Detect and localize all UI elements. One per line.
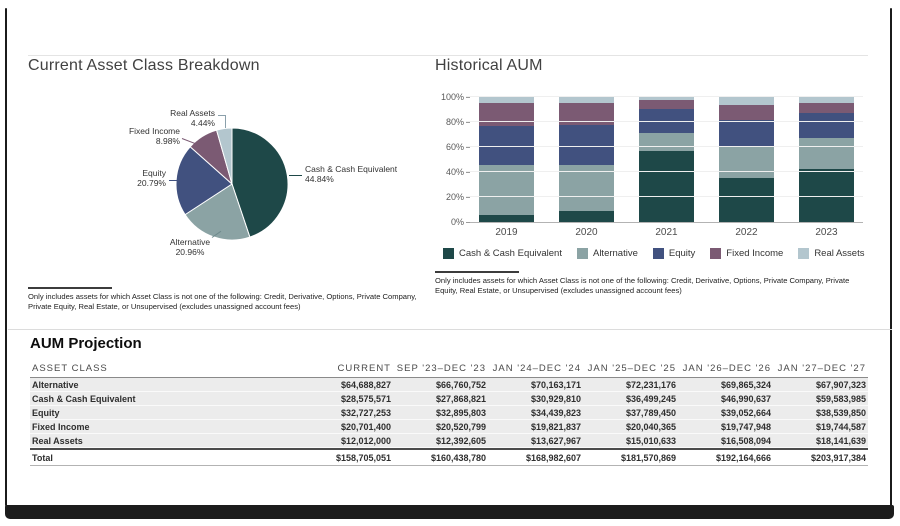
table-cell: $12,392,605	[435, 435, 486, 446]
legend-item-fixed-income	[710, 248, 783, 259]
table-cell: CURRENT	[337, 363, 391, 374]
table-total-row	[30, 448, 868, 466]
table-row	[30, 378, 868, 392]
bar-segment-alternative	[479, 165, 534, 215]
stacked-bar-2020	[559, 97, 614, 222]
legend-swatch	[443, 248, 454, 259]
legend-swatch	[710, 248, 721, 259]
pie-callout-line	[169, 180, 179, 181]
x-axis-label: 2021	[655, 227, 678, 238]
pie-footnote: Only includes assets for which Asset Class is not one of the following: Credit, Derivative, Options, Private Company, Private Equity, Real Estate, or Unsupervised (excludes unassigned account fees)	[28, 292, 417, 311]
y-tick-label: 20%	[445, 192, 464, 202]
table-row	[30, 434, 868, 448]
pie-label-name: Cash & Cash Equivalent	[305, 164, 398, 174]
hist-section-title: Historical AUM	[435, 57, 543, 74]
pie-callout-line	[289, 175, 302, 176]
bar-segment-fixed-income	[479, 103, 534, 126]
legend-label: Alternative	[592, 248, 638, 259]
section-divider	[8, 329, 892, 330]
pie-label-pct: 4.44%	[190, 117, 215, 128]
table-row	[30, 406, 868, 420]
bar-segment-alternative	[639, 133, 694, 151]
table-cell: $19,747,948	[720, 421, 771, 432]
pie-label-name: Real Assets	[170, 108, 215, 118]
table-cell: $20,701,400	[340, 421, 391, 432]
y-tick-label: 40%	[445, 167, 464, 177]
table-cell: $12,012,000	[340, 435, 391, 446]
table-cell: $69,865,324	[720, 379, 771, 390]
pie-callout-line	[218, 115, 226, 128]
bar-segment-equity	[559, 125, 614, 166]
x-axis-label: 2019	[495, 227, 518, 238]
table-cell: $30,929,810	[530, 393, 581, 404]
stacked-bar-2021	[639, 97, 694, 222]
table-cell: $34,439,823	[530, 407, 581, 418]
legend-label: Real Assets	[814, 248, 865, 259]
table-cell: $160,438,780	[430, 452, 486, 463]
gridline-60	[466, 146, 863, 147]
table-cell: $66,760,752	[435, 379, 486, 390]
table-cell: $15,010,633	[625, 435, 676, 446]
page-edge-left	[5, 8, 7, 506]
page-edge-bottom	[5, 505, 894, 519]
legend-label: Fixed Income	[726, 248, 784, 259]
table-cell: $38,539,850	[815, 407, 866, 418]
legend-swatch	[653, 248, 664, 259]
pie-label-name: Equity	[142, 168, 166, 178]
table-cell: $19,744,587	[815, 421, 866, 432]
y-tick-mark	[466, 222, 470, 223]
bar-segment-cash-cash-equivalent	[639, 151, 694, 222]
table-cell: $192,164,666	[715, 452, 771, 463]
y-tick-mark	[466, 97, 470, 98]
stacked-bar-2019	[479, 97, 534, 222]
table-cell: $59,583,985	[815, 393, 866, 404]
table-cell: $37,789,450	[625, 407, 676, 418]
table-cell: Fixed Income	[32, 421, 90, 432]
legend-label: Equity	[668, 248, 696, 259]
gridline-20	[466, 196, 863, 197]
bar-segment-cash-cash-equivalent	[719, 178, 774, 222]
table-cell: ASSET CLASS	[32, 363, 108, 374]
pie-label-alternative	[145, 238, 235, 257]
stacked-bar-2023	[799, 97, 854, 222]
table-cell: $19,821,837	[530, 421, 581, 432]
table-row	[30, 420, 868, 434]
table-cell: Alternative	[32, 379, 79, 390]
legend-item-cash-cash-equivalent	[443, 248, 562, 259]
header-divider	[28, 55, 868, 56]
historical-aum-chart	[440, 92, 863, 227]
table-cell: $168,982,607	[525, 452, 581, 463]
page-edge-right	[890, 8, 892, 506]
stacked-bar-2022	[719, 97, 774, 222]
legend-item-real-assets	[798, 248, 864, 259]
table-cell: $67,907,323	[815, 379, 866, 390]
bar-segment-alternative	[799, 138, 854, 169]
x-axis-label: 2022	[735, 227, 758, 238]
hist-footnote: Only includes assets for which Asset Class is not one of the following: Credit, Derivative, Options, Private Company, Private Equity, Real Estate, or Unsupervised (excludes unassigned account fees)	[435, 276, 850, 295]
table-cell: $16,508,094	[720, 435, 771, 446]
x-axis-label: 2023	[815, 227, 838, 238]
table-cell: $18,141,639	[815, 435, 866, 446]
table-cell: Equity	[32, 407, 60, 418]
table-cell: $20,520,799	[435, 421, 486, 432]
bar-segment-cash-cash-equivalent	[479, 215, 534, 223]
table-cell: $64,688,827	[340, 379, 391, 390]
bar-segment-alternative	[719, 146, 774, 179]
y-tick-label: 80%	[445, 117, 464, 127]
table-cell: $158,705,051	[335, 452, 391, 463]
pie-label-pct: 20.96%	[175, 246, 205, 257]
pie-label-equity	[100, 169, 166, 188]
pie-label-name: Alternative	[169, 237, 211, 247]
projection-title: AUM Projection	[30, 335, 142, 352]
footnote-divider	[28, 287, 112, 289]
legend-item-equity	[653, 248, 695, 259]
table-cell: Total	[32, 452, 53, 463]
table-row	[30, 392, 868, 406]
table-cell: $46,990,637	[720, 393, 771, 404]
y-tick-mark	[466, 172, 470, 173]
bar-segment-fixed-income	[639, 100, 694, 109]
gridline-0	[466, 222, 863, 223]
table-cell: $39,052,664	[720, 407, 771, 418]
table-cell: $32,895,803	[435, 407, 486, 418]
table-cell: $32,727,253	[340, 407, 391, 418]
bar-segment-real-assets	[719, 97, 774, 105]
pie-label-pct: 8.98%	[155, 135, 180, 146]
legend-label: Cash & Cash Equivalent	[459, 248, 562, 259]
y-tick-label: 60%	[445, 142, 464, 152]
table-cell: $203,917,384	[810, 452, 866, 463]
pie-label-cash	[305, 165, 435, 184]
table-cell: JAN '24–DEC '24	[492, 363, 581, 374]
x-axis-labels	[470, 227, 863, 238]
bar-segment-fixed-income	[719, 105, 774, 120]
table-cell: $27,868,821	[435, 393, 486, 404]
y-tick-mark	[466, 147, 470, 148]
y-tick-label: 100%	[440, 92, 464, 102]
table-cell: Cash & Cash Equivalent	[32, 393, 136, 404]
x-axis-label: 2020	[575, 227, 598, 238]
bar-segment-equity	[799, 113, 854, 138]
pie-label-name: Fixed Income	[128, 126, 180, 136]
table-cell: JAN '25–DEC '25	[587, 363, 676, 374]
table-cell: $13,627,967	[530, 435, 581, 446]
table-cell: $70,163,171	[530, 379, 581, 390]
gridline-100	[466, 96, 863, 97]
y-tick-label: 0%	[450, 217, 464, 227]
table-header-row	[30, 360, 868, 378]
pie-label-pct: 20.79%	[137, 177, 166, 188]
aum-projection-table	[30, 360, 868, 466]
legend-swatch	[798, 248, 809, 259]
pie-section-title: Current Asset Class Breakdown	[28, 57, 260, 74]
pie-label-pct: 44.84%	[305, 173, 334, 184]
table-cell: JAN '27–DEC '27	[777, 363, 866, 374]
bar-segment-equity	[719, 120, 774, 146]
bar-group	[470, 97, 863, 222]
table-cell: $20,040,365	[625, 421, 676, 432]
chart-legend	[443, 248, 864, 259]
table-cell: $72,231,176	[625, 379, 676, 390]
table-cell: $36,499,245	[625, 393, 676, 404]
legend-swatch	[577, 248, 588, 259]
table-cell: $28,575,571	[340, 393, 391, 404]
legend-item-alternative	[577, 248, 638, 259]
footnote-divider	[435, 271, 519, 273]
pie-label-fixed-income	[95, 127, 180, 146]
bar-segment-cash-cash-equivalent	[559, 211, 614, 222]
y-tick-mark	[466, 122, 470, 123]
table-cell: Real Assets	[32, 435, 83, 446]
table-cell: SEP '23–DEC '23	[396, 363, 486, 374]
table-cell: JAN '26–DEC '26	[682, 363, 771, 374]
gridline-40	[466, 171, 863, 172]
bar-segment-fixed-income	[799, 103, 854, 113]
table-cell: $181,570,869	[620, 452, 676, 463]
y-tick-mark	[466, 197, 470, 198]
gridline-80	[466, 121, 863, 122]
